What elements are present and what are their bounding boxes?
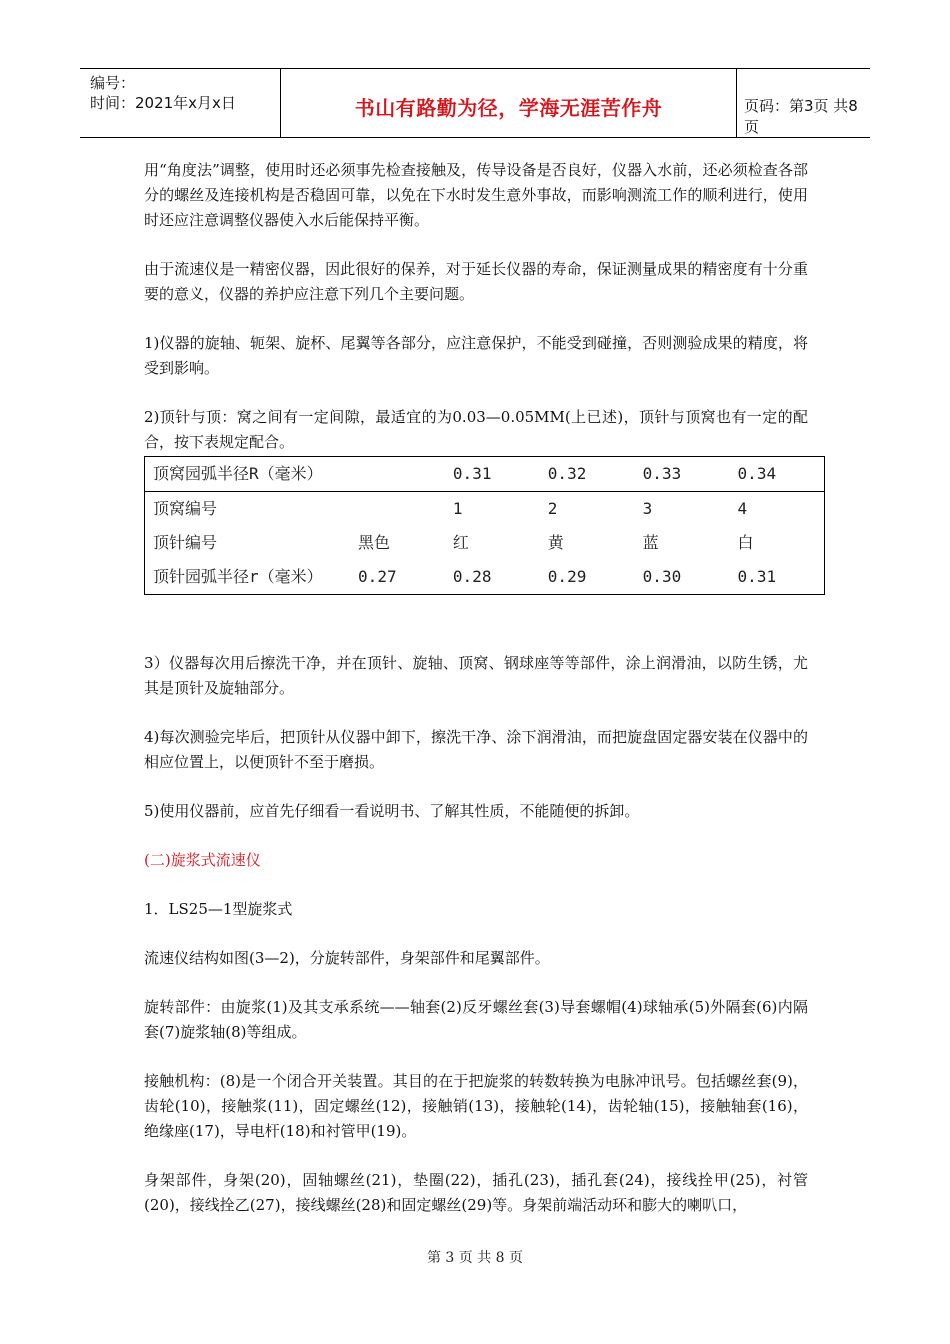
serial-label: 编号： [90,74,136,92]
table-cell [350,457,445,492]
table-row [145,492,825,527]
table-row [145,457,825,492]
paragraph: 2)顶针与顶：窝之间有一定间隙，最适宜的为0.03—0.05MM(上已述)，顶针与顶窝也有一定的配合，按下表规定配合。 [144,408,808,451]
table-cell: 黄 [547,533,564,552]
table-cell: 0.30 [642,567,682,586]
document-body-top [144,158,808,455]
table-row [145,560,825,595]
paragraph: 5)使用仪器前，应首先仔细看一看说明书、了解其性质，不能随便的拆卸。 [144,802,640,820]
table-cell: 0.32 [540,457,635,492]
paragraph: 3）仪器每次用后擦洗干净，并在顶针、旋轴、顶窝、钢球座等等部件，涂上润滑油，以防生锈，尤其是顶针及旋轴部分。 [144,654,808,697]
paragraph: 4)每次测验完毕后，把顶针从仪器中卸下，擦洗干净、涂下润滑油，而把旋盘固定器安装在仪器中的相应位置上，以便顶针不至于磨损。 [144,728,808,771]
table-cell: 0.29 [547,567,587,586]
header-meta-cell [80,69,280,137]
table-cell: 0.28 [452,567,492,586]
table-cell: 顶针编号 [153,533,218,552]
header-page-cell [736,69,870,137]
table-cell: 黑色 [358,533,391,552]
section-heading: (二)旋浆式流速仪 [144,851,261,869]
table-cell: 1 [452,499,463,518]
table-cell: 白 [737,533,754,552]
page-header [80,68,870,138]
time-label: 时间：2021年x月x日 [90,94,236,112]
paragraph: 接触机构：(8)是一个闭合开关装置。其目的在于把旋浆的转数转换为电脉冲讯号。包括螺丝套(9)，齿轮(10)，接触浆(11)，固定螺丝(12)，接触销(13)，接触轮(14)，齿轮轴(15)，接触轴套(16)，绝缘座(17)，导电杆(18)和衬管甲(19)。 [144,1072,808,1140]
paragraph: 1)仪器的旋轴、轭架、旋杯、尾翼等各部分，应注意保护，不能受到碰撞，否则测验成果的精度，将受到影响。 [144,334,808,377]
table-cell: 4 [737,499,748,518]
table-cell: 蓝 [642,533,659,552]
table-cell [350,492,445,527]
spec-table [144,456,825,595]
table-cell: 红 [452,533,469,552]
table-cell: 0.34 [730,457,825,492]
table-cell: 0.31 [445,457,540,492]
paragraph: 旋转部件：由旋浆(1)及其支承系统——轴套(2)反牙螺丝套(3)导套螺帽(4)球轴承(5)外隔套(6)内隔套(7)旋浆轴(8)等组成。 [144,998,808,1041]
table-cell: 0.33 [635,457,730,492]
table-cell: 2 [547,499,558,518]
paragraph: 用“角度法”调整，使用时还必须事先检查接触及，传导设备是否良好，仪器入水前，还必须检查各部分的螺丝及连接机构是否稳固可靠，以免在下水时发生意外事故，而影响测流工作的顺利进行，使用时还应注意调整仪器使入水后能保持平衡。 [144,161,808,229]
table-cell: 3 [642,499,653,518]
table-cell: 顶针园弧半径r（毫米） [153,567,323,586]
document-body-bottom [144,651,808,1218]
paragraph: 流速仪结构如图(3—2)，分旋转部件，身架部件和尾翼部件。 [144,949,550,967]
paragraph: 由于流速仪是一精密仪器，因此很好的保养，对于延长仪器的寿命，保证测量成果的精密度有十分重要的意义，仪器的养护应注意下列几个主要问题。 [144,260,808,303]
header-motto-cell [280,69,737,137]
table-cell: 0.31 [737,567,777,586]
paragraph: 身架部件，身架(20)，固轴螺丝(21)，垫圈(22)，插孔(23)，插孔套(24)，接线拴甲(25)，衬管(20)，接线拴乙(27)，接线螺丝(28)和固定螺丝(29)等。身架前端活动环和膨大的喇叭口， [144,1171,808,1214]
page-footer: 第 3 页 共 8 页 [426,1250,524,1266]
table-cell: 顶窝园弧半径R（毫米） [145,457,351,492]
header-motto: 书山有路勤为径，学海无涯苦作舟 [354,96,663,120]
table-cell: 0.27 [358,567,397,586]
table-cell: 顶窝编号 [153,499,218,518]
table-row [145,526,825,560]
header-page-info: 页码：第3页 共8页 [744,97,858,136]
subsection-heading: 1．LS25—1型旋浆式 [144,900,293,918]
